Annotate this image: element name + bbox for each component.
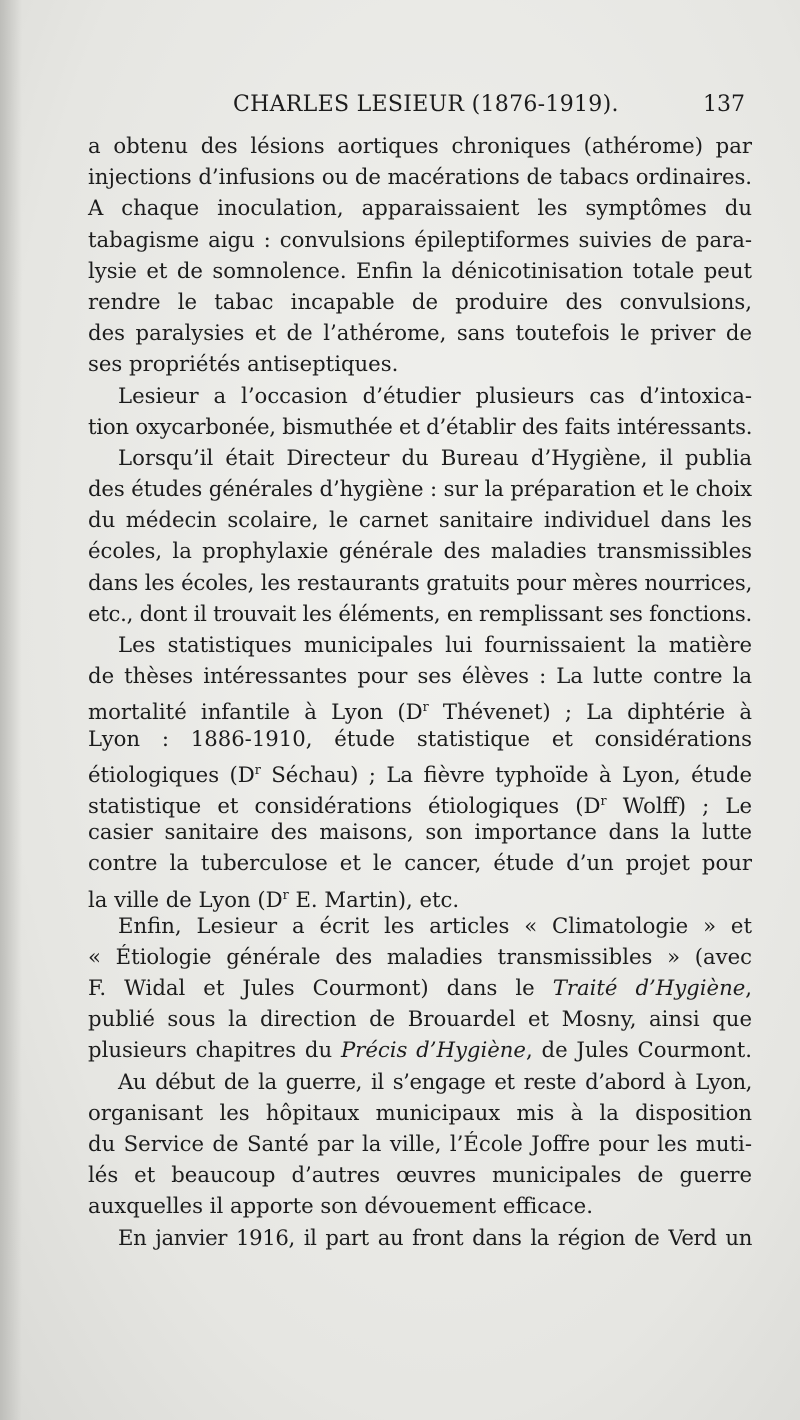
page-header: [0, 92, 800, 126]
text-line: étiologiques ($D^r$ Séchau) ; La fièvre typhoïde à Lyon, étude: [88, 761, 752, 787]
text-line: du Service de Santé par la ville, l’École Joffre pour les muti-: [88, 1131, 752, 1156]
text-line: publié sous la direction de Brouardel et Mosny, ainsi que: [88, 1006, 752, 1032]
text-line: « Étiologie générale des maladies transmissibles » (avec: [88, 943, 752, 969]
body-text: [88, 130, 752, 1253]
text-line: organisant les hôpitaux municipaux mis à la disposition: [88, 1099, 752, 1125]
text-line: Au début de la guerre, il s’engage et reste d’abord à Lyon,: [118, 1068, 752, 1094]
text-line: Lyon : 1886-1910, étude statistique et considérations: [88, 725, 752, 751]
text-line: lysie et de somnolence. Enfin la dénicotinisation totale peut: [88, 257, 752, 283]
text-line: tion oxycarbonée, bismuthée et d’établir des faits intéressants.: [88, 413, 753, 439]
text-line: contre la tuberculose et le cancer, étude d’un projet pour: [88, 850, 752, 876]
text-line: la ville de Lyon ($D^r$ E. Martin), etc.: [88, 886, 460, 912]
text-line: a obtenu des lésions aortiques chroniques (athérome) par: [88, 133, 752, 158]
text-line: Lorsqu’il était Directeur du Bureau d’Hygiène, il publia: [118, 444, 752, 470]
text-line: ses propriétés antiseptiques.: [88, 351, 399, 377]
text-line: F. Widal et Jules Courmont) dans le Traité d’Hygiène,: [88, 975, 752, 1001]
running-title: CHARLES LESIEUR (1876-1919).: [233, 92, 619, 117]
text-line: de thèses intéressantes pour ses élèves : La lutte contre la: [88, 663, 752, 689]
text-line: mortalité infantile à Lyon ($D^r$ Thévenet) ; La diphtérie à: [88, 699, 752, 725]
text-line: injections d’infusions ou de macérations de tabacs ordinaires.: [88, 164, 752, 190]
text-line: lés et beaucoup d’autres œuvres municipales de guerre: [88, 1162, 752, 1188]
text-line: du médecin scolaire, le carnet sanitaire individuel dans les: [88, 507, 752, 533]
text-line: auxquelles il apporte son dévouement efficace.: [88, 1193, 593, 1219]
text-line: etc., dont il trouvait les éléments, en remplissant ses fonctions.: [88, 600, 752, 626]
text-line: Les statistiques municipales lui fournissaient la matière: [118, 632, 752, 657]
text-line: écoles, la prophylaxie générale des maladies transmissibles: [88, 538, 752, 564]
page-edge-shadow: [0, 0, 22, 1420]
text-line: des études générales d’hygiène : sur la préparation et le choix: [88, 476, 752, 502]
text-line: tabagisme aigu : convulsions épileptiformes suivies de para-: [88, 226, 752, 252]
text-line: Lesieur a l’occasion d’étudier plusieurs cas d’intoxica-: [118, 382, 752, 408]
text-line: casier sanitaire des maisons, son importance dans la lutte: [88, 819, 752, 845]
text-line: rendre le tabac incapable de produire des convulsions,: [88, 288, 752, 314]
page-number: 137: [703, 92, 745, 117]
text-line: statistique et considérations étiologiques ($D^r$ Wolff) ; Le: [88, 792, 752, 818]
text-line: Enfin, Lesieur a écrit les articles « Climatologie » et: [118, 912, 752, 938]
text-line: dans les écoles, les restaurants gratuits pour mères nourrices,: [88, 569, 753, 595]
text-line: En janvier 1916, il part au front dans la région de Verd un: [118, 1224, 752, 1250]
text-line: plusieurs chapitres du Précis d’Hygiène, de Jules Courmont.: [88, 1037, 752, 1063]
text-line: A chaque inoculation, apparaissaient les symptômes du: [88, 195, 752, 221]
text-line: des paralysies et de l’athérome, sans toutefois le priver de: [88, 320, 752, 346]
